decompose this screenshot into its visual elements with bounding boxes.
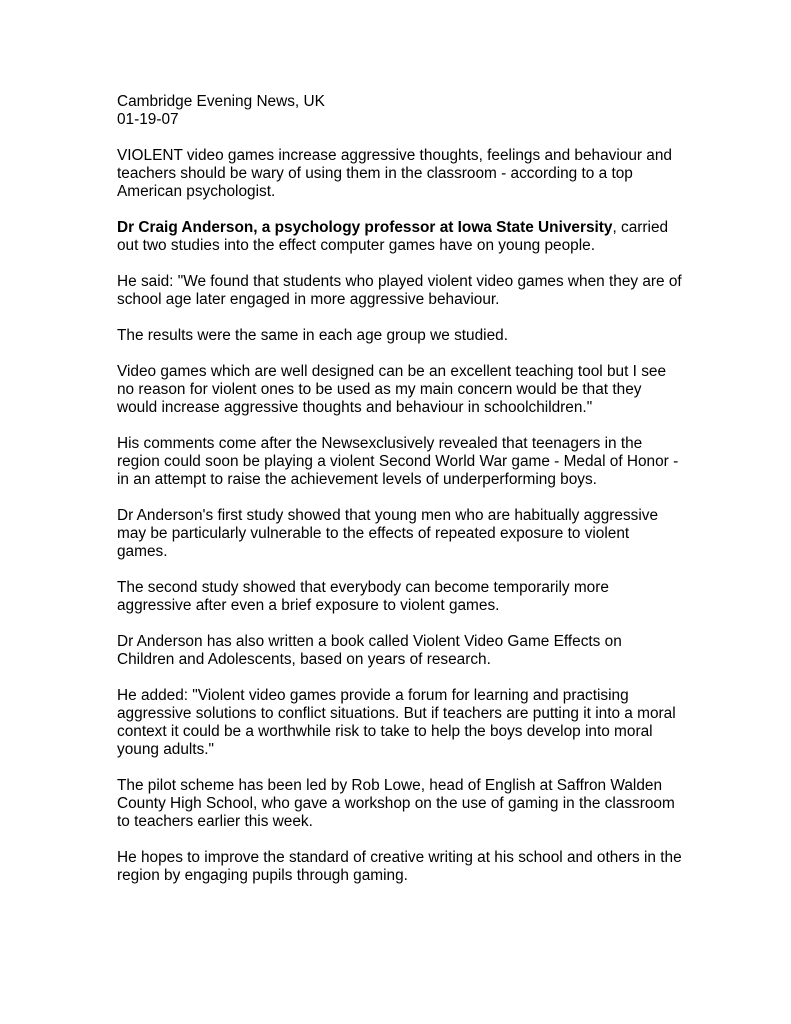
paragraph-1: VIOLENT video games increase aggressive thoughts, feelings and behaviour and teachers should be wary of using them in the classroom - according to a top American psychologist. [117,147,672,200]
paragraph-8: The second study showed that everybody can become temporarily more aggressive after even a brief exposure to violent games. [117,579,609,614]
bold-attribution: Dr Craig Anderson, a psychology professor at Iowa State University [117,219,613,236]
date-line: 01-19-07 [117,111,179,128]
source-line: Cambridge Evening News, UK [117,93,325,110]
paragraph-6: His comments come after the Newsexclusively revealed that teenagers in the region could soon be playing a violent Second World War game - Medal of Honor - in an attempt to raise the achievement levels of underperforming boys. [117,435,679,488]
document-page [117,93,682,903]
paragraph-12: He hopes to improve the standard of creative writing at his school and others in the region by engaging pupils through gaming. [117,849,682,884]
paragraph-3: He said: "We found that students who played violent video games when they are of school age later engaged in more aggressive behaviour. [117,273,682,308]
document-header [117,93,682,129]
paragraph-5: Video games which are well designed can be an excellent teaching tool but I see no reason for violent ones to be used as my main concern would be that they would increase aggressive thoughts and behaviour in schoolchildren." [117,363,667,416]
paragraph-4: The results were the same in each age group we studied. [117,327,508,344]
paragraph-9: Dr Anderson has also written a book called Violent Video Game Effects on Children and Adolescents, based on years of research. [117,633,622,668]
paragraph-2-rest: , carried out two studies into the effect computer games have on young people. [117,219,669,254]
paragraph-11: The pilot scheme has been led by Rob Lowe, head of English at Saffron Walden County High School, who gave a workshop on the use of gaming in the classroom to teachers earlier this week. [117,777,675,830]
paragraph-2 [117,219,682,255]
paragraph-10: He added: "Violent video games provide a forum for learning and practising aggressive solutions to conflict situations. But if teachers are putting it into a moral context it could be a worthwhile risk to take to help the boys develop into moral young adults." [117,687,676,758]
paragraph-7: Dr Anderson's first study showed that young men who are habitually aggressive may be particularly vulnerable to the effects of repeated exposure to violent games. [117,507,659,560]
